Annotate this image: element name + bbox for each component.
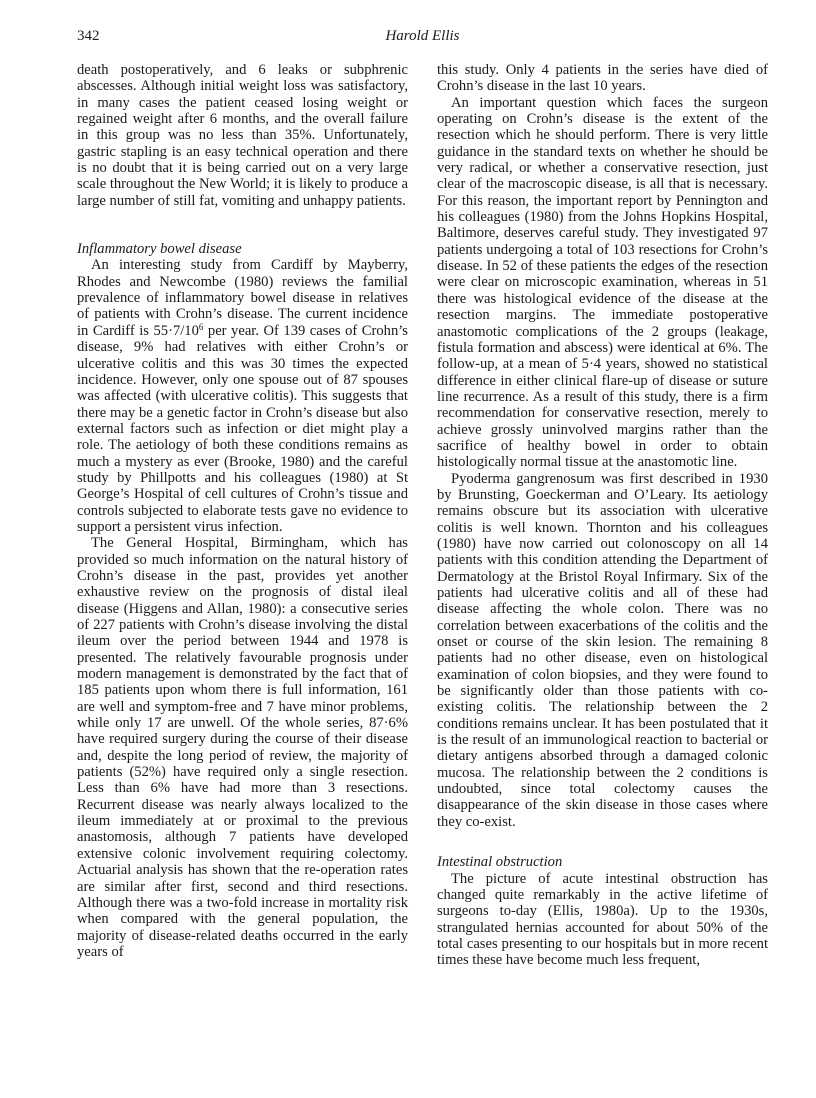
left-column xyxy=(77,62,408,960)
section-spacer xyxy=(77,209,408,241)
section-heading-intestinal-obstruction: Intestinal obstruction xyxy=(437,854,563,871)
section-heading-inflammatory-bowel-disease: Inflammatory bowel disease xyxy=(77,241,242,258)
paragraph-birmingham-review: The General Hospital, Birmingham, which has provided so much information on the natural history of Crohn’s disease in the past, provides yet another exhaustive review on the prognosis of distal ileal disease (Higgens and Allan, 1980): a consecutive series of 227 patients with Crohn’s disease involving the distal ileum over the period between 1944 and 1978 is presented. The relatively favourable prognosis under modern management is demonstrated by the fact that of 185 patients upon whom there is full information, 161 are well and symptom-free and 7 have minor problems, while only 17 are unwell. Of the whole series, 87·6% have required surgery during the course of their disease and, despite the long period of review, the majority of patients (52%) have required only a single resection. Less than 6% have had more than 3 resections. Recurrent disease was nearly always localized to the ileum immediately at or proximal to the previous anastomosis, although 7 patients have developed extensive colonic involvement requiring colectomy. Actuarial analysis has shown that the re-operation rates are similar after first, second and third resections. Although there was a two-fold increase in mortality risk when compared with the general population, the majority of disease-related deaths occurred in the early years of xyxy=(77,535,408,960)
page-number: 342 xyxy=(77,28,100,44)
running-head-author: Harold Ellis xyxy=(385,28,460,44)
paragraph-continued: death postoperatively, and 6 leaks or subphrenic abscesses. Although initial weight loss was satisfactory, in many cases the patient ceased losing weight or regained weight after 6 months, and the overall failure in this group was no less than 35%. Unfortunately, gastric stapling is an easy technical operation and there is no doubt that it is being carried out on a very large scale throughout the New World; it is likely to produce a large number of still fat, vomiting and unhappy patients. xyxy=(77,62,408,209)
section-spacer xyxy=(437,830,768,854)
paragraph-continued: this study. Only 4 patients in the series have died of Crohn’s disease in the last 10 years. xyxy=(437,62,768,95)
right-column xyxy=(437,62,768,969)
paragraph-text: per year. Of 139 cases of Crohn’s disease, 9% had relatives with either Crohn’s or ulcerative colitis and this was 30 times the expected incidence. However, only one spouse out of 87 spouses was affected (with ulcerative colitis). This suggests that there may be a genetic factor in Crohn’s disease but also external factors such as infection or diet might play a role. The aetiology of both these conditions remains as much a mystery as ever (Brooke, 1980) and the careful study by Phillpotts and his colleagues (1980) at St George’s Hospital of cell cultures of Crohn’s tissue and controls subjected to elaborate tests gave no evidence to support a persistent virus infection. xyxy=(77,322,408,535)
paragraph-intestinal-obstruction: The picture of acute intestinal obstruction has changed quite remarkably in the active lifetime of surgeons to-day (Ellis, 1980a). Up to the 1930s, strangulated hernias accounted for about 50% of the total cases presenting to our hospitals but in more recent times these have become much less frequent, xyxy=(437,870,768,969)
superscript-exponent: 6 xyxy=(198,321,204,332)
paragraph-text: An interesting study from Cardiff by Mayberry, Rhodes and Newcombe (1980) reviews the familial prevalence of inflammatory bowel disease in relatives of patients with Crohn’s disease. The current incidence in Cardiff is 55·7/10 xyxy=(77,257,408,339)
paragraph-resection-extent: An important question which faces the surgeon operating on Crohn’s disease is the extent of the resection which he should perform. There is very little guidance in the standard texts on whether he should be very radical, or whether a conservative resection, just clear of the macroscopic disease, is all that is necessary. For this reason, the important report by Pennington and his colleagues (1980) from the Johns Hopkins Hospital, Baltimore, deserves careful study. They investigated 97 patients undergoing a total of 103 resections for Crohn’s disease. In 52 of these patients the edges of the resection were clear on microscopic examination, whereas in 51 there was histological evidence of the disease at the resection margins. The immediate postoperative anastomotic complications of the 2 groups (leakage, fistula formation and abscess) were identical at 6%. The follow-up, at a mean of 5·4 years, showed no statistical difference in either clinical flare-up of disease or suture line recurrence. As a result of this study, there is a firm recommendation for conservative resection, merely to achieve grossly uninvolved margins rather than the sacrifice of healthy bowel in order to obtain histologically normal tissue at the anastomotic line. xyxy=(437,94,768,471)
paragraph-cardiff-study xyxy=(77,257,408,535)
paragraph-pyoderma-gangrenosum: Pyoderma gangrenosum was first described in 1930 by Brunsting, Goeckerman and O’Leary. Its aetiology remains obscure but its association with ulcerative colitis is well known. Thornton and his colleagues (1980) have now carried out colonoscopy on all 14 patients with this condition attending the Department of Dermatology at the Bristol Royal Infirmary. Six of the patients had ulcerative colitis and all of these had disease affecting the whole colon. There was no correlation between exacerbations of the colitis and the onset or course of the skin lesion. The remaining 8 patients had no other disease, even on histological examination of colon biopsies, and they were found to be significantly older than those patients with co-existing colitis. The relationship between the 2 conditions remains unclear. It has been postulated that it is the result of an immunological reaction to bacterial or dietary antigens absorbed through a damaged colonic mucosa. The relationship between the 2 conditions is undoubted, since total colectomy causes the disappearance of the skin disease in those cases where they co-exist. xyxy=(437,470,768,830)
running-head xyxy=(77,28,768,48)
